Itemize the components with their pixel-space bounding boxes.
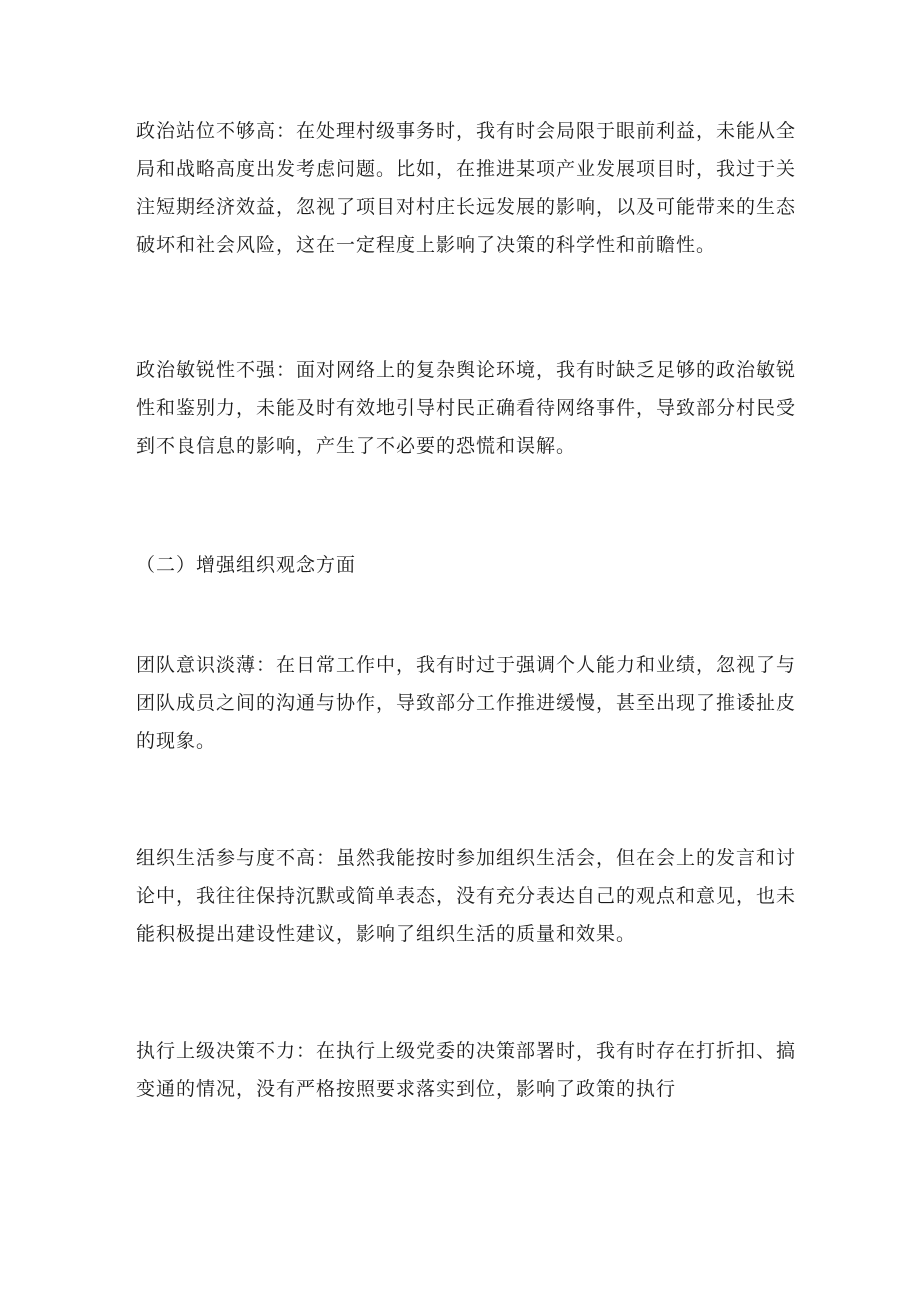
paragraph-political-sensitivity	[136, 351, 797, 465]
text-line: 论中，我往往保持沉默或简单表态，没有充分表达自己的观点和意见，也未	[136, 885, 797, 907]
paragraph-political-stance	[136, 112, 797, 264]
paragraph-policy-execution	[136, 1032, 797, 1108]
heading-text: （二）增强组织观念方面	[136, 554, 357, 576]
text-line: 能积极提出建设性建议，影响了组织生活的质量和效果。	[136, 923, 637, 945]
section-heading	[136, 546, 792, 584]
text-line: 注短期经济效益，忽视了项目对村庄长远发展的影响，以及可能带来的生态	[136, 196, 797, 218]
text-line: 局和战略高度出发考虑问题。比如，在推进某项产业发展项目时，我过于关	[136, 158, 797, 180]
text-line: 政治站位不够高：在处理村级事务时，我有时会局限于眼前利益，未能从全	[136, 120, 797, 142]
text-line: 性和鉴别力，未能及时有效地引导村民正确看待网络事件，导致部分村民受	[136, 397, 797, 419]
text-line: 团队成员之间的沟通与协作，导致部分工作推进缓慢，甚至出现了推诿扯皮	[136, 692, 797, 714]
text-line: 变通的情况，没有严格按照要求落实到位，影响了政策的执行	[136, 1078, 677, 1100]
paragraph-team-awareness	[136, 646, 797, 760]
paragraph-org-life-participation	[136, 839, 797, 953]
text-line: 组织生活参与度不高：虽然我能按时参加组织生活会，但在会上的发言和讨	[136, 847, 797, 869]
text-line: 执行上级决策不力：在执行上级党委的决策部署时，我有时存在打折扣、搞	[136, 1040, 797, 1062]
text-line: 团队意识淡薄：在日常工作中，我有时过于强调个人能力和业绩，忽视了与	[136, 654, 797, 676]
text-line: 的现象。	[136, 730, 217, 752]
text-line: 到不良信息的影响，产生了不必要的恐慌和误解。	[136, 435, 577, 457]
text-line: 破坏和社会风险，这在一定程度上影响了决策的科学性和前瞻性。	[136, 234, 717, 256]
text-line: 政治敏锐性不强：面对网络上的复杂舆论环境，我有时缺乏足够的政治敏锐	[136, 359, 797, 381]
